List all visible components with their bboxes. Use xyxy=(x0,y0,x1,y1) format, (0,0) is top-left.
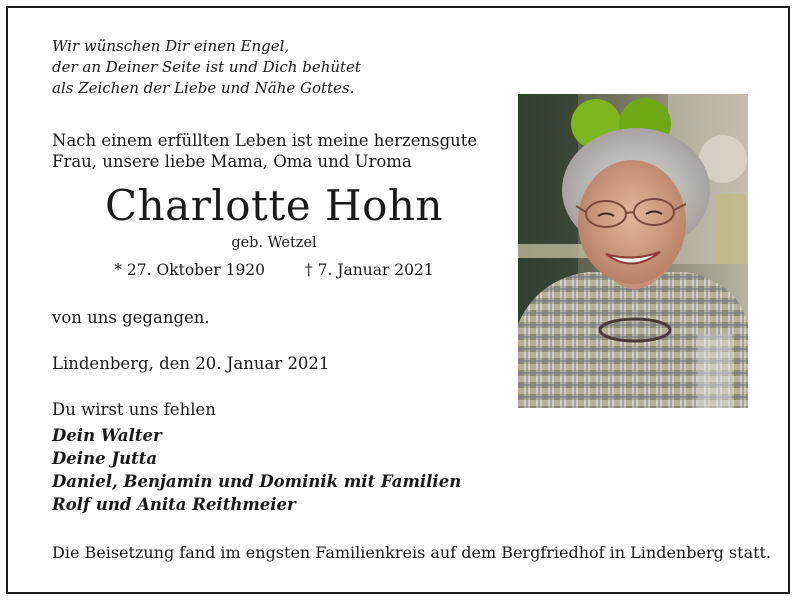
death-date: † 7. Januar 2021 xyxy=(304,261,434,279)
signatures xyxy=(52,424,461,516)
deceased-name: Charlotte Hohn xyxy=(105,181,443,230)
passed-text: von uns gegangen. xyxy=(52,308,210,327)
poem xyxy=(52,36,361,99)
signature-line: Daniel, Benjamin und Dominik mit Familien xyxy=(52,472,462,491)
poem-line: Wir wünschen Dir einen Engel, xyxy=(52,37,290,55)
place-date: Lindenberg, den 20. Januar 2021 xyxy=(52,354,330,373)
birth-date: * 27. Oktober 1920 xyxy=(114,261,266,279)
signature-line: Dein Walter xyxy=(52,426,162,445)
life-dates xyxy=(52,261,496,279)
burial-notice: Die Beisetzung fand im engsten Familienkreis auf dem Bergfriedhof in Lindenberg statt. xyxy=(52,543,772,562)
intro-line: Frau, unsere liebe Mama, Oma und Uroma xyxy=(52,152,412,171)
intro-line: Nach einem erfüllten Leben ist meine herzensgute xyxy=(52,131,478,150)
poem-line: als Zeichen der Liebe und Nähe Gottes. xyxy=(52,79,355,97)
farewell-text: Du wirst uns fehlen xyxy=(52,400,216,419)
signature-line: Rolf und Anita Reithmeier xyxy=(52,495,296,514)
portrait-photo xyxy=(518,94,748,408)
signature-line: Deine Jutta xyxy=(52,449,158,468)
intro-text xyxy=(52,130,477,172)
maiden-name: geb. Wetzel xyxy=(231,235,317,251)
poem-line: der an Deiner Seite ist und Dich behütet xyxy=(52,58,361,76)
